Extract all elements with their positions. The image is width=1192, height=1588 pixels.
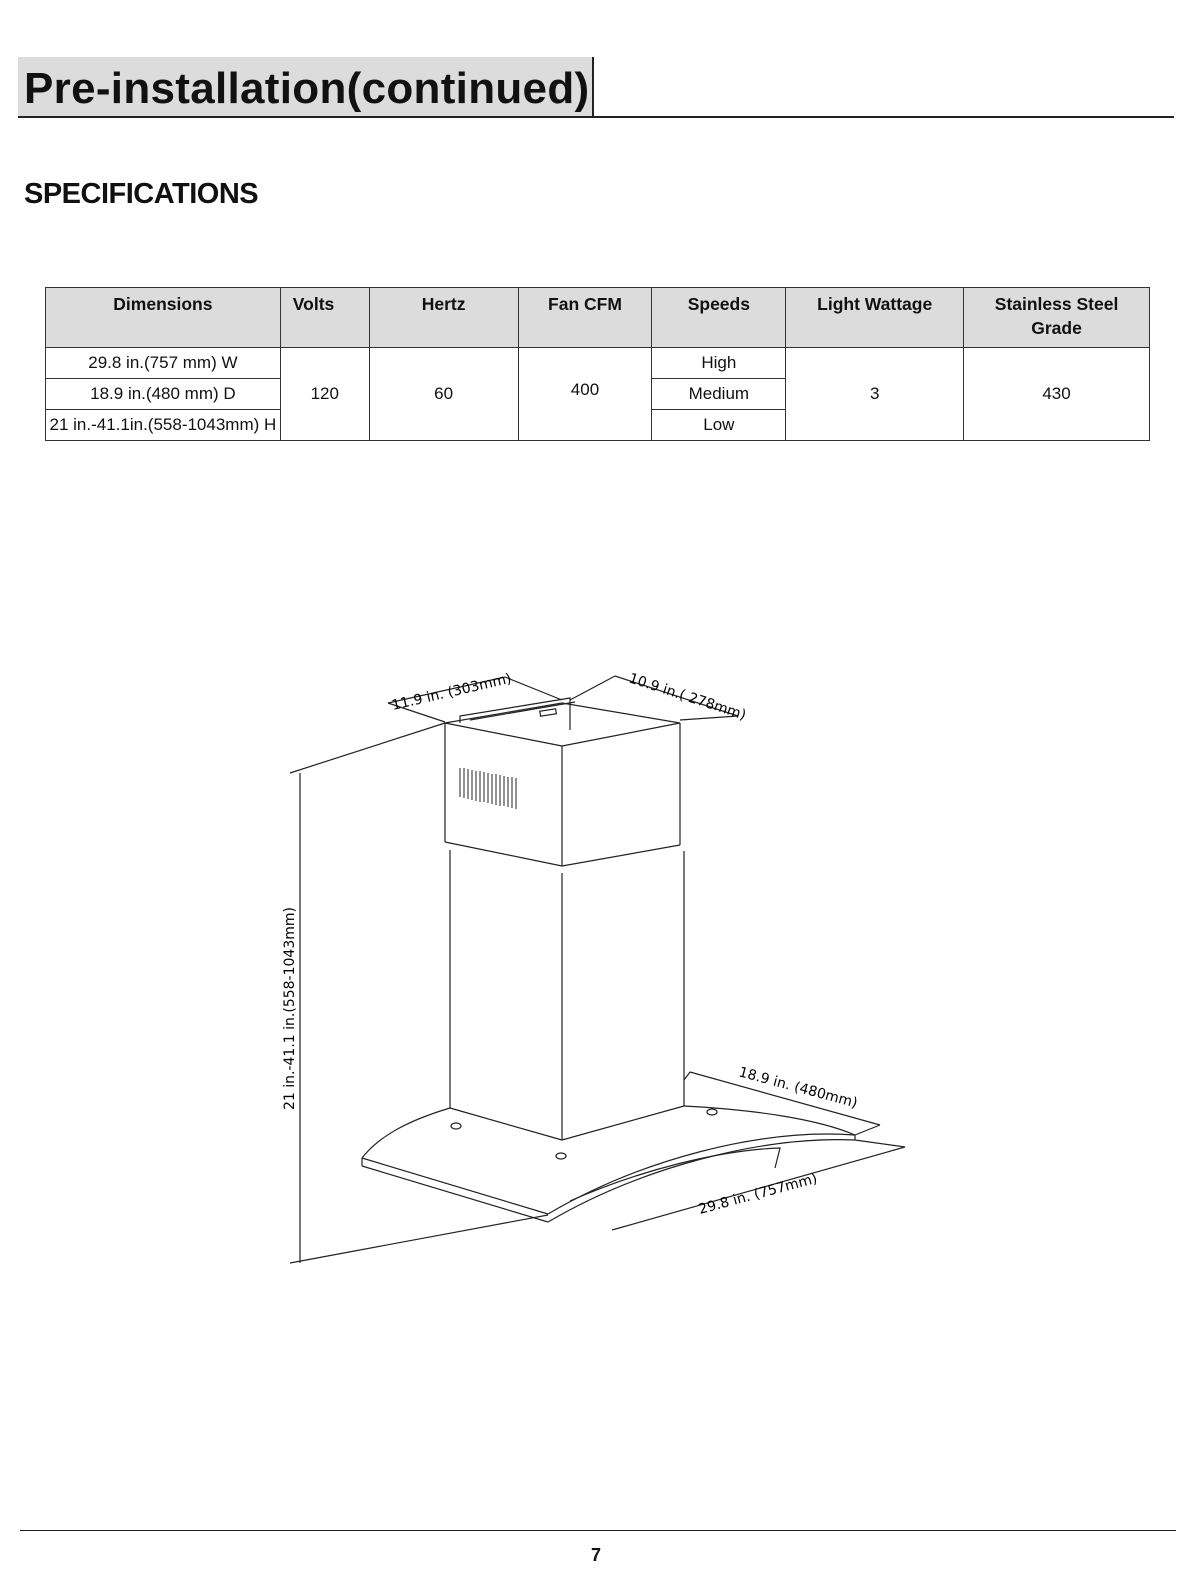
cell-speed-low: Low: [652, 410, 786, 441]
section-title: SPECIFICATIONS: [24, 178, 259, 210]
header-light-wattage: Light Wattage: [786, 288, 964, 348]
header-dimensions: Dimensions: [46, 288, 281, 348]
cell-light-wattage: 3: [786, 348, 964, 441]
height-label: 21 in.-41.1 in.(558-1043mm): [282, 907, 298, 1110]
width-label: 29.8 in. (757mm): [696, 1170, 820, 1218]
cell-dimension-depth: 18.9 in.(480 mm) D: [46, 379, 281, 410]
cell-volts: 120: [280, 348, 369, 441]
header-volts: Volts: [280, 288, 369, 348]
cell-hertz: 60: [369, 348, 518, 441]
top-depth-label: 10.9 in.( 278mm): [626, 670, 748, 724]
header-steel-grade: Stainless Steel Grade: [964, 288, 1150, 348]
page-number: 7: [590, 1545, 601, 1565]
cell-speed-high: High: [652, 348, 786, 379]
depth-label: 18.9 in. (480mm): [736, 1064, 860, 1112]
top-width-label: 11.9 in. (303mm): [390, 670, 513, 714]
cell-fan-cfm: 400: [518, 348, 652, 441]
header-fan-cfm: Fan CFM: [518, 288, 652, 348]
cell-speed-medium: Medium: [652, 379, 786, 410]
cell-steel-grade: 430: [964, 348, 1150, 441]
header-hertz: Hertz: [369, 288, 518, 348]
cell-dimension-width: 29.8 in.(757 mm) W: [46, 348, 281, 379]
header-speeds: Speeds: [652, 288, 786, 348]
page-title: Pre-installation(continued): [24, 64, 590, 113]
footer-divider: [20, 1530, 1176, 1531]
cell-dimension-height: 21 in.-41.1in.(558-1043mm) H: [46, 410, 281, 441]
